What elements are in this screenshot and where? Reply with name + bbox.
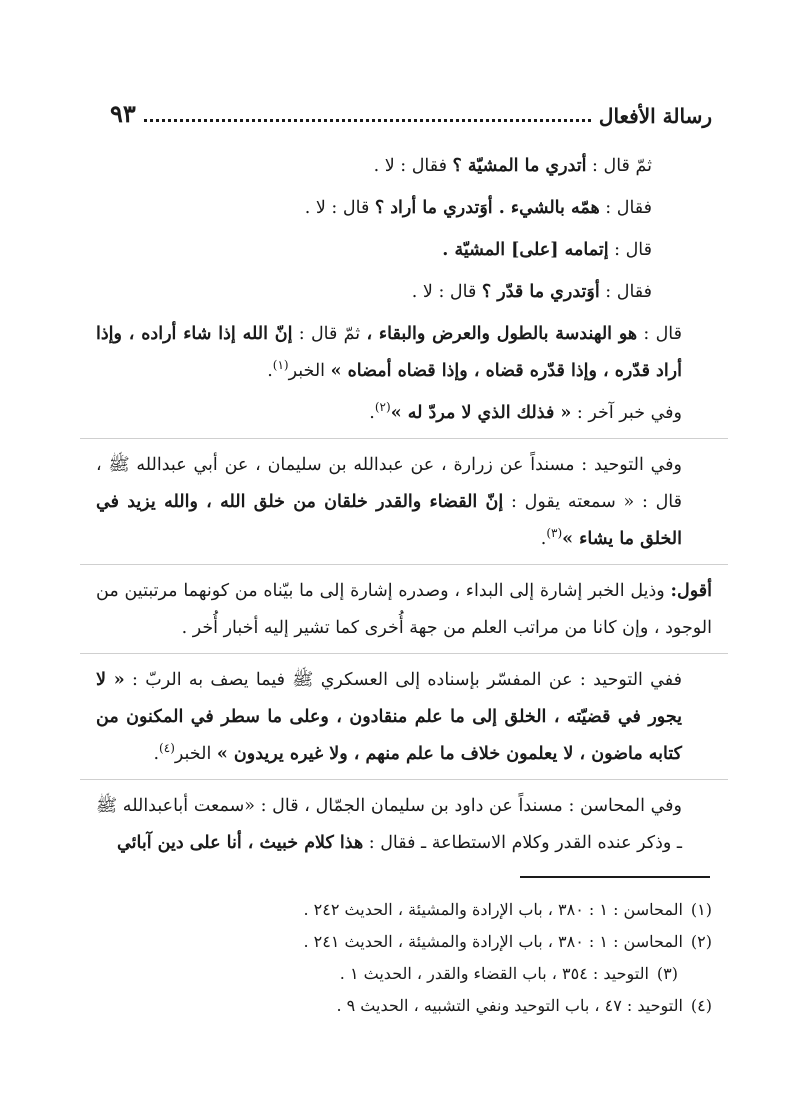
p9-quote: « لا يجور في قضيّته ، الخلق إلى ما علم منقادون ، وعلى ما سطر في المكنون من كتابه ماضون ، لا يعلمون خلاف ما علم منهم ، ولا غيره يريدون » — [96, 670, 682, 764]
p3-text: قال : — [608, 240, 652, 260]
p9-text-end: الخبر — [174, 744, 217, 764]
footnote-1 — [96, 894, 712, 926]
paragraph-9 — [96, 662, 712, 773]
footnote-text: التوحيد : ٣٥٤ ، باب القضاء والقدر ، الحديث ١ . — [339, 964, 649, 983]
p8-text: وذيل الخبر إشارة إلى البداء ، وصدره إشارة إلى ما بيّناه من كونهما مرتبتين من الوجود ، وإن كانا من مراتب العلم من جهة أُخرى كما تشير إليه أخبار أُخر . — [96, 581, 712, 638]
paragraph-4 — [96, 274, 712, 311]
p5-text-end: الخبر — [288, 361, 331, 381]
p6-text: وفي خبر آخر : — [571, 403, 682, 423]
header-title: رسالة الأفعال — [598, 104, 712, 128]
paragraph-divider — [80, 779, 728, 780]
p2-text: فقال : — [599, 198, 652, 218]
p5-period: . — [267, 361, 273, 381]
p6-period: . — [369, 403, 375, 423]
p3-quote: إتمامه [على] المشيّة . — [442, 240, 609, 260]
footnote-text: المحاسن : ١ : ٣٨٠ ، باب الإرادة والمشيئة ، الحديث ٢٤١ . — [303, 932, 683, 951]
footnote-ref-1: (١) — [272, 358, 289, 373]
main-text — [96, 148, 712, 867]
p4-quote: أوَتدري ما قدّر ؟ — [481, 282, 600, 302]
paragraph-5 — [96, 316, 712, 390]
footnote-number: (٣) — [656, 964, 678, 983]
paragraph-10 — [96, 788, 712, 862]
footnote-ref-3: (٣) — [546, 526, 563, 541]
p5-quote-2: إنّ الله إذا شاء أراده ، وإذا أراد قدّره ، وإذا قدّره قضاه ، وإذا قضاه أمضاه » — [96, 324, 682, 381]
p5-text: قال : — [637, 324, 683, 344]
p5-quote-1: هو الهندسة بالطول والعرض والبقاء ، — [366, 324, 638, 344]
p8-lead: أقول: — [670, 581, 712, 601]
footnote-ref-2: (٢) — [374, 400, 391, 415]
footnote-number: (١) — [690, 900, 712, 919]
p9-period: . — [153, 744, 160, 764]
footnote-ref-4: (٤) — [159, 741, 175, 756]
paragraph-divider — [80, 438, 728, 439]
paragraph-divider — [80, 564, 728, 565]
p1-text: ثمّ قال : — [586, 156, 652, 176]
footnote-number: (٤) — [690, 996, 712, 1015]
paragraph-6 — [96, 395, 712, 432]
p7-quote: إنّ القضاء والقدر خلقان من خلق الله ، والله يزيد في الخلق ما يشاء » — [96, 492, 682, 549]
p1-text-end: فقال : لا . — [373, 156, 453, 176]
p7-period: . — [540, 529, 547, 549]
p1-quote: أتدري ما المشيّة ؟ — [452, 156, 587, 176]
running-header — [110, 92, 712, 128]
footnote-number: (٢) — [690, 932, 712, 951]
footnote-text: المحاسن : ١ : ٣٨٠ ، باب الإرادة والمشيئة ، الحديث ٢٤٢ . — [303, 900, 683, 919]
footnote-4 — [96, 990, 712, 1022]
page-number: ٩٣ — [110, 99, 136, 128]
p5-text-mid: ثمّ قال : — [292, 324, 367, 344]
p7-text: وفي التوحيد : مسنداً عن زرارة ، عن عبدالله بن سليمان ، عن أبي عبدالله ﷺ ، قال : « سمعته يقول : — [96, 455, 682, 512]
footnote-text: التوحيد : ٤٧ ، باب التوحيد ونفي التشبيه ، الحديث ٩ . — [336, 996, 683, 1015]
paragraph-2 — [96, 190, 712, 227]
footnotes — [96, 894, 712, 1022]
p2-quote: همّه بالشيء . أوَتدري ما أراد ؟ — [374, 198, 600, 218]
header-dot-leader — [144, 119, 591, 122]
footnote-2 — [96, 926, 712, 958]
p10-quote: هذا كلام خبيث ، أنا على دين آبائي — [117, 833, 364, 853]
footnote-separator — [520, 876, 710, 878]
paragraph-3 — [96, 232, 712, 269]
paragraph-7 — [96, 447, 712, 558]
p9-text: ففي التوحيد : عن المفسّر بإسناده إلى العسكري ﷺ فيما يصف به الربّ : — [124, 670, 682, 690]
footnote-3 — [96, 958, 712, 990]
p4-text: فقال : — [599, 282, 652, 302]
p6-quote: « فذلك الذي لا مردّ له » — [390, 403, 572, 423]
p2-text-end: قال : لا . — [304, 198, 375, 218]
paragraph-8 — [96, 573, 712, 647]
p4-text-end: قال : لا . — [411, 282, 482, 302]
paragraph-1 — [96, 148, 712, 185]
p10-text: وفي المحاسن : مسنداً عن داود بن سليمان الجمّال ، قال : «سمعت أباعبدالله ﷺ ـ وذكر عنده القدر وكلام الاستطاعة ـ فقال : — [96, 796, 682, 853]
paragraph-divider — [80, 653, 728, 654]
